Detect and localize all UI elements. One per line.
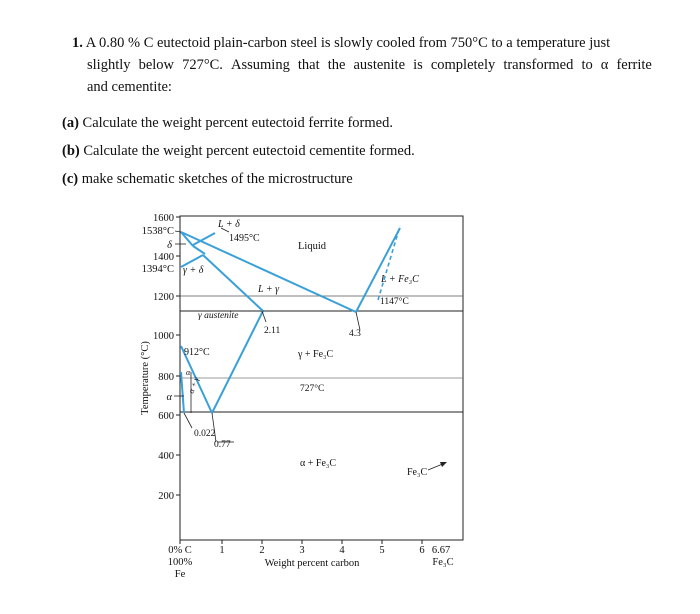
label-43: 4.3	[349, 329, 361, 339]
problem-word: Assuming	[231, 57, 290, 73]
problem-word: is	[413, 57, 423, 73]
x-label-5: 5	[379, 545, 385, 556]
region-l-gamma: L + γ	[258, 284, 280, 295]
problem-word: below	[138, 57, 175, 73]
region-fe3c: Fe₃C	[407, 467, 428, 478]
region-alpha: α	[186, 368, 191, 377]
x-axis-title: Weight percent carbon	[264, 558, 360, 569]
x-label-1: 1	[219, 545, 225, 556]
label-0022: 0.022	[194, 429, 216, 439]
part-a-label: (a)	[62, 115, 79, 131]
part-c-label: (c)	[62, 171, 79, 187]
region-austenite: γ austenite	[198, 311, 239, 321]
region-liquid: Liquid	[298, 241, 326, 252]
y-axis-title: Temperature (°C)	[140, 341, 151, 415]
y-label-200: 200	[158, 491, 174, 502]
label-1495: 1495°C	[229, 233, 260, 244]
region-alpha-fe3c: α + Fe₃C	[300, 458, 337, 469]
region-alpha-gamma: α + γ	[186, 375, 201, 395]
peritectic-link	[193, 246, 205, 254]
y-label-alpha: α	[166, 392, 172, 403]
x-label-fe: Fe	[174, 569, 186, 580]
y-label-1200: 1200	[153, 292, 174, 303]
part-c-text: make schematic sketches of the microstructure	[81, 171, 353, 187]
x-label-667: 6.67	[431, 545, 451, 556]
part-b-text: Calculate the weight percent eutectoid cementite formed.	[83, 143, 415, 159]
x-label-0: 0% C	[168, 545, 192, 556]
part-a-text: Calculate the weight percent eutectoid ferrite formed.	[82, 115, 393, 131]
problem-word: austenite	[353, 57, 406, 73]
solidus-gamma	[203, 255, 263, 311]
x-label-6: 6	[419, 545, 425, 556]
region-gamma-fe3c: γ + Fe₃C	[298, 349, 334, 360]
region-gamma-delta: γ + δ	[183, 265, 204, 276]
problem-word: α	[600, 57, 609, 73]
y-label-1600: 1600	[153, 213, 174, 224]
problem-word: to	[581, 57, 593, 73]
label-912: 912°C	[184, 347, 210, 358]
problem-word: that	[297, 57, 320, 73]
problem-word: transformed	[503, 57, 574, 73]
y-label-delta: δ	[167, 240, 172, 251]
y-label-1538: 1538°C	[141, 226, 174, 237]
region-l-delta: L + δ	[218, 219, 240, 230]
problem-line-3: and cementite:	[87, 79, 172, 95]
problem-word: 727°C.	[182, 57, 223, 73]
leader-211	[262, 311, 266, 322]
problem-word: ferrite	[616, 57, 652, 73]
region-l-fe3c: L + Fe₃C	[381, 274, 419, 285]
y-label-1000: 1000	[153, 331, 174, 342]
liquidus-fe-side	[181, 232, 356, 312]
problem-word: completely	[430, 57, 496, 73]
y-label-600: 600	[158, 411, 174, 422]
label-077: 0.77	[214, 440, 231, 450]
part-b-label: (b)	[62, 143, 80, 159]
acm-line	[212, 311, 263, 413]
x-label-100pct: 100%	[167, 557, 193, 568]
y-label-800: 800	[158, 372, 174, 383]
x-label-4: 4	[339, 545, 345, 556]
problem-word: the	[327, 57, 346, 73]
problem-word: slightly	[87, 57, 131, 73]
leader-0022	[184, 413, 192, 428]
label-727: 727°C	[300, 384, 325, 394]
label-211: 2.11	[264, 326, 281, 336]
y-label-400: 400	[158, 451, 174, 462]
problem-text-1: A 0.80 % C eutectoid plain-carbon steel is slowly cooled from 750°C to a temperature just	[85, 35, 611, 51]
y-label-1400: 1400	[153, 252, 174, 263]
problem-number: 1.	[72, 35, 83, 51]
y-label-1394: 1394°C	[141, 264, 174, 275]
x-label-3: 3	[299, 545, 305, 556]
x-label-2: 2	[259, 545, 265, 556]
label-1147: 1147°C	[380, 297, 409, 307]
fe3c-arrowhead	[440, 462, 447, 467]
leader-43	[356, 312, 360, 330]
x-label-fe3c: Fe₃C	[432, 557, 454, 568]
